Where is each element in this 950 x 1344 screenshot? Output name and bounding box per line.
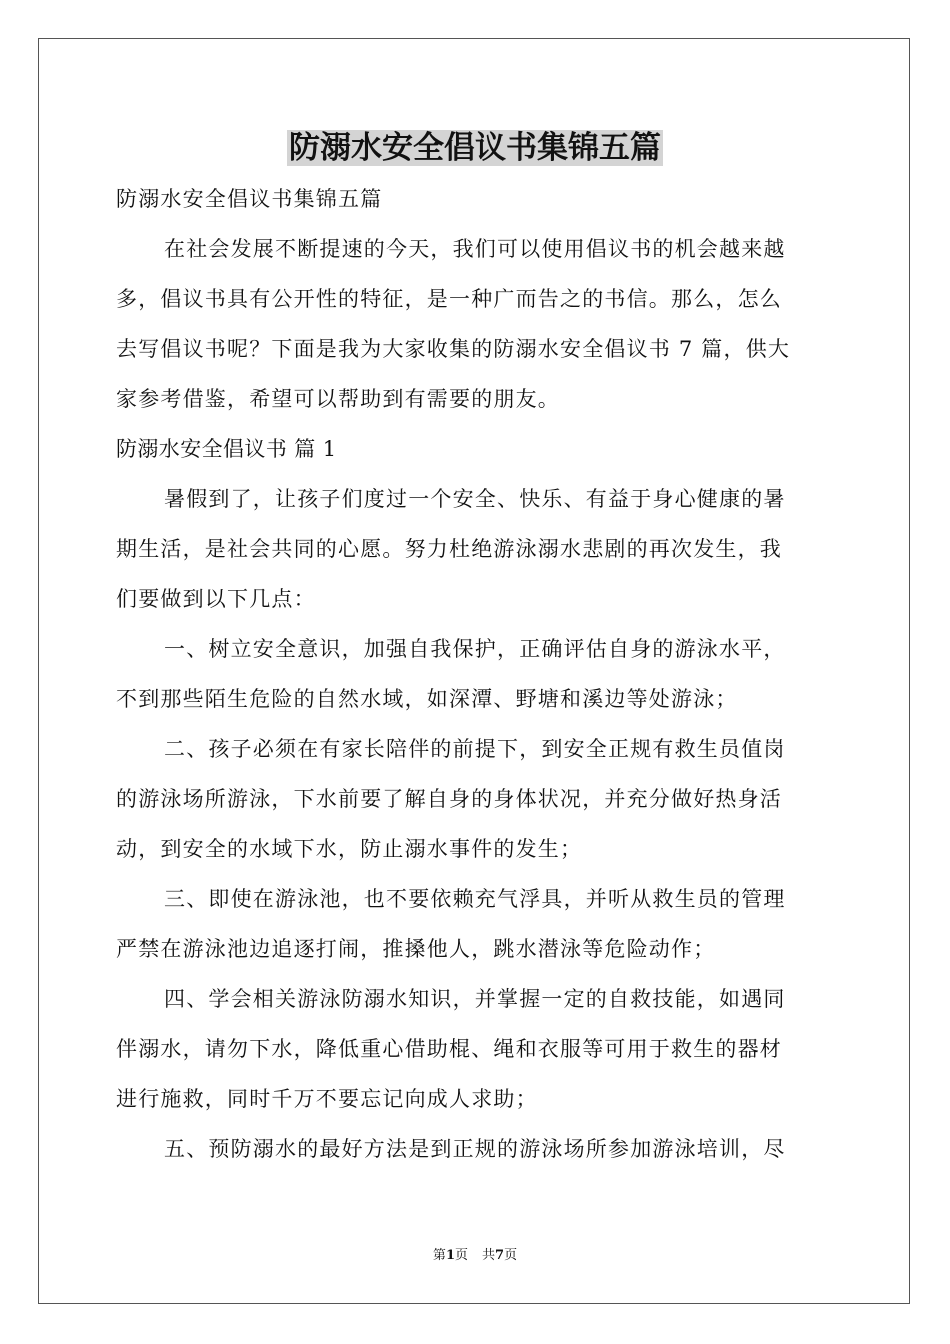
list-item-line: 不到那些陌生危险的自然水域，如深潭、野塘和溪边等处游泳；: [116, 687, 738, 711]
list-item-line: 的游泳场所游泳，下水前要了解自身的身体状况，并充分做好热身活: [116, 787, 782, 811]
total-suffix: 页: [504, 1248, 518, 1263]
page-prefix: 第: [432, 1248, 446, 1263]
paragraph-line: 们要做到以下几点：: [116, 587, 316, 611]
paragraph-line: 家参考借鉴，希望可以帮助到有需要的朋友。: [116, 387, 560, 411]
document-body: [116, 174, 836, 1174]
list-item-line: 伴溺水，请勿下水，降低重心借助棍、绳和衣服等可用于救生的器材: [116, 1037, 782, 1061]
paragraph-line: 在社会发展不断提速的今天，我们可以使用倡议书的机会越来越: [164, 237, 786, 261]
page-suffix: 页: [454, 1248, 468, 1263]
total-pages: 7: [495, 1248, 505, 1263]
paragraph-line: 期生活，是社会共同的心愿。努力杜绝游泳溺水悲剧的再次发生，我: [116, 537, 782, 561]
paragraph-line: 暑假到了，让孩子们度过一个安全、快乐、有益于身心健康的暑: [164, 487, 786, 511]
list-item-line: 四、学会相关游泳防溺水知识，并掌握一定的自救技能，如遇同: [164, 987, 786, 1011]
page-current: 1: [445, 1248, 455, 1263]
document-title: [0, 124, 950, 172]
list-item-line: 一、树立安全意识，加强自我保护，正确评估自身的游泳水平，: [164, 637, 786, 661]
page-footer: [0, 1246, 950, 1266]
list-item-line: 三、即使在游泳池，也不要依赖充气浮具，并听从救生员的管理: [164, 887, 786, 911]
list-item-line: 进行施救，同时千万不要忘记向成人求助；: [116, 1087, 538, 1111]
document-title-text: 防溺水安全倡议书集锦五篇: [289, 130, 661, 166]
paragraph-line: 多，倡议书具有公开性的特征，是一种广而告之的书信。那么，怎么: [116, 287, 782, 311]
list-item-line: 严禁在游泳池边追逐打闹，推搡他人，跳水潜泳等危险动作；: [116, 937, 716, 961]
list-item-line: 五、预防溺水的最好方法是到正规的游泳场所参加游泳培训，尽: [164, 1137, 786, 1161]
section-heading: 防溺水安全倡议书 篇 1: [116, 437, 337, 461]
list-item-line: 动，到安全的水域下水，防止溺水事件的发生；: [116, 837, 583, 861]
body-subtitle: 防溺水安全倡议书集锦五篇: [116, 187, 383, 211]
paragraph-line: 去写倡议书呢？下面是我为大家收集的防溺水安全倡议书 7 篇，供大: [116, 337, 791, 361]
total-prefix: 共: [482, 1248, 496, 1263]
list-item-line: 二、孩子必须在有家长陪伴的前提下，到安全正规有救生员值岗: [164, 737, 786, 761]
